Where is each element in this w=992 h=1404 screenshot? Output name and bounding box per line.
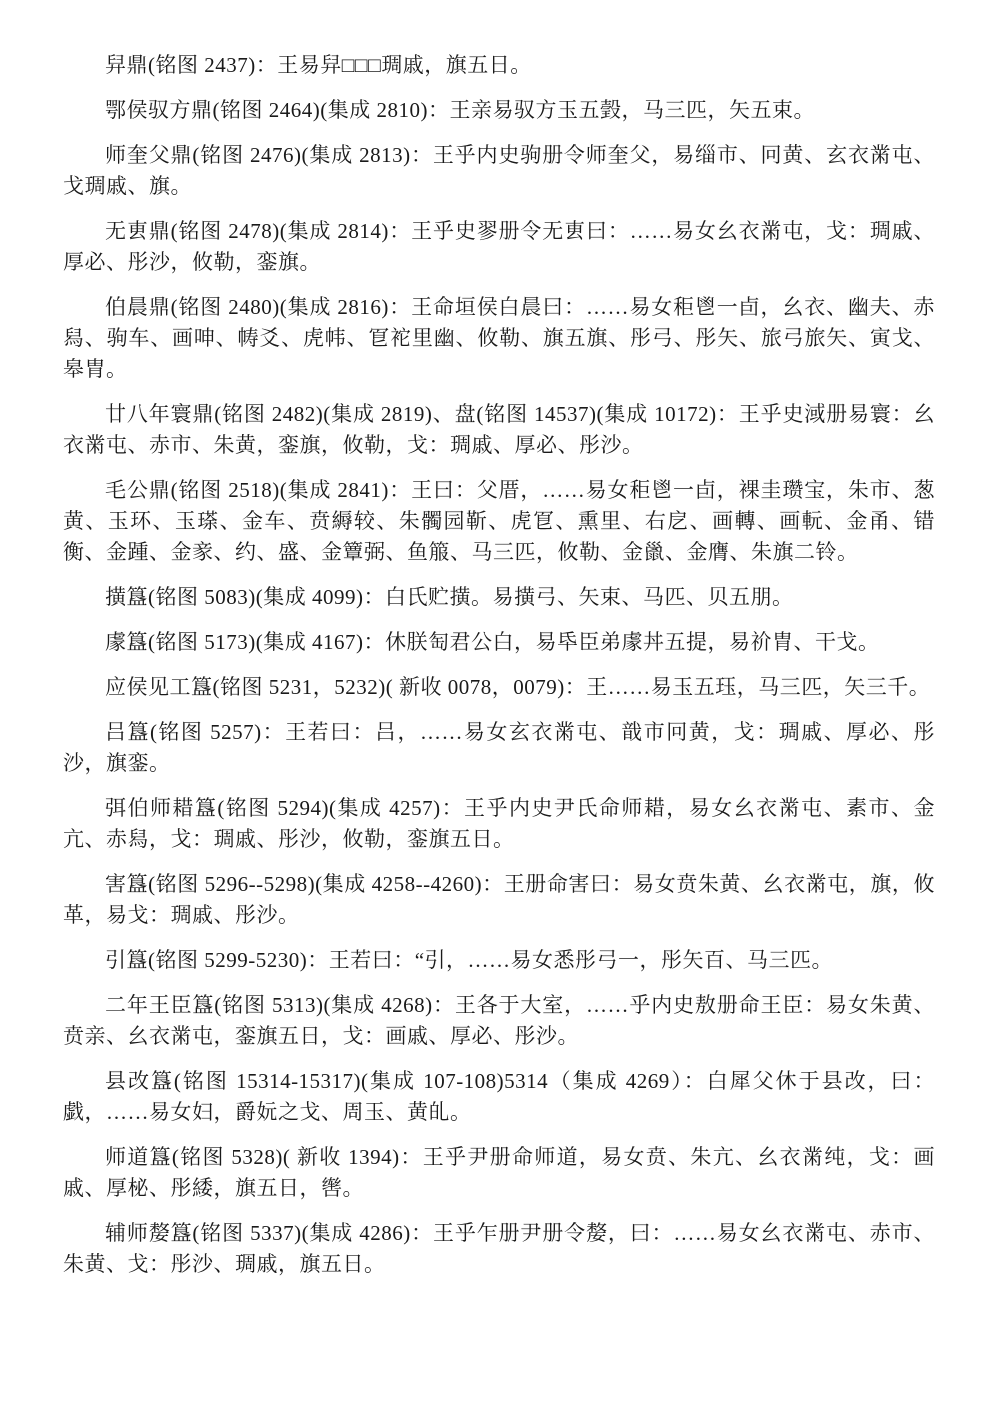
paragraph-entry: 豦簋(铭图 5173)(集成 4167)：休朕匋君公白，易氒臣弟豦丼五提，易祄胄、干戈。 — [105, 630, 880, 654]
paragraph-entry: 吕簋(铭图 5257)：王若曰：吕，……易女玄衣黹屯、戠市冋黄，戈：琱戚、厚必、彤沙，旗銮。 — [63, 720, 935, 775]
paragraph-entry: 毛公鼎(铭图 2518)(集成 2841)：王曰：父厝，……易女秬鬯一卣，裸圭瓒宝，朱市、葱黄、玉环、玉瑹、金车、贲縟较、朱髑园靳、虎冟、熏里、右戹、画轉、画䡇、金甬、错衡、金踵、金豙、约、盛、金簟弼、鱼箙、马三匹，攸勒、金巤、金膺、朱旗二铃。 — [63, 478, 935, 564]
paragraph-entry: 师道簋(铭图 5328)( 新收 1394)：王乎尹册命师道，易女贲、朱亢、幺衣黹纯，戈：画戚、厚柲、彤緌，旗五日，辔。 — [63, 1145, 935, 1200]
paragraph-entry: 二年王臣簋(铭图 5313)(集成 4268)：王各于大室，……乎内史敖册命王臣：易女朱黄、贲亲、幺衣黹屯，銮旗五日，戈：画戚、厚必、彤沙。 — [63, 993, 935, 1048]
paragraph-entry: 辅师嫠簋(铭图 5337)(集成 4286)：王乎乍册尹册令嫠，曰：……易女幺衣黹屯、赤市、朱黄、戈：彤沙、琱戚，旗五日。 — [63, 1221, 935, 1276]
paragraph-entry: 师奎父鼎(铭图 2476)(集成 2813)：王乎内史驹册令师奎父，易缁市、冋黄、玄衣黹屯、戈琱戚、旗。 — [63, 143, 935, 198]
paragraph-entry: 引簋(铭图 5299-5230)：王若曰：“引，……易女悉彤弓一，彤矢百、马三匹。 — [105, 948, 834, 972]
paragraph-entry: 舁鼎(铭图 2437)：王易舁□□□琱戚，旗五日。 — [105, 53, 532, 77]
paragraph-entry: 鄂侯驭方鼎(铭图 2464)(集成 2810)：王亲易驭方玉五瑴，马三匹，矢五束。 — [105, 98, 815, 122]
paragraph-entry: 伯晨鼎(铭图 2480)(集成 2816)：王命垣侯白晨曰：……易女秬鬯一卣，幺衣、幽夫、赤舄、驹车、画呻、帱爻、虎帏、冟袉里幽、攸勒、旗五旗、彤弓、彤矢、旅弓旅矢、寅戈、皋胄。 — [63, 295, 935, 381]
paragraph-entry: 应侯见工簋(铭图 5231，5232)( 新收 0078，0079)：王……易玉五珏，马三匹，矢三千。 — [105, 675, 931, 699]
paragraph-entry: 害簋(铭图 5296--5298)(集成 4258--4260)：王册命害曰：易女贲朱黄、幺衣黹屯，旗，攸革，易戈：琱戚、彤沙。 — [63, 872, 935, 927]
paragraph-entry: 无叀鼎(铭图 2478)(集成 2814)：王乎史翏册令无叀曰：……易女幺衣黹屯，戈：琱戚、厚必、彤沙，攸勒，銮旗。 — [63, 219, 935, 274]
paragraph-entry: 廿八年寰鼎(铭图 2482)(集成 2819)、盘(铭图 14537)(集成 10172)：王乎史淢册易寰：幺衣黹屯、赤市、朱黄，銮旗，攸勒，戈：琱戚、厚必、彤沙。 — [63, 402, 935, 457]
paragraph-entry: 县改簋(铭图 15314-15317)(集成 107-108)5314（集成 4269）：白犀父休于县改，曰：戯，……易女妇，爵妧之戈、周玉、黄癿。 — [63, 1069, 935, 1124]
paragraph-entry: 弭伯师耤簋(铭图 5294)(集成 4257)：王乎内史尹氏命师耤，易女幺衣黹屯、素市、金亢、赤舄，戈：琱戚、彤沙，攸勒，銮旗五日。 — [63, 796, 935, 851]
paragraph-entry: 撗簋(铭图 5083)(集成 4099)：白氏贮撗。易撗弓、矢束、马匹、贝五朋。 — [105, 585, 794, 609]
